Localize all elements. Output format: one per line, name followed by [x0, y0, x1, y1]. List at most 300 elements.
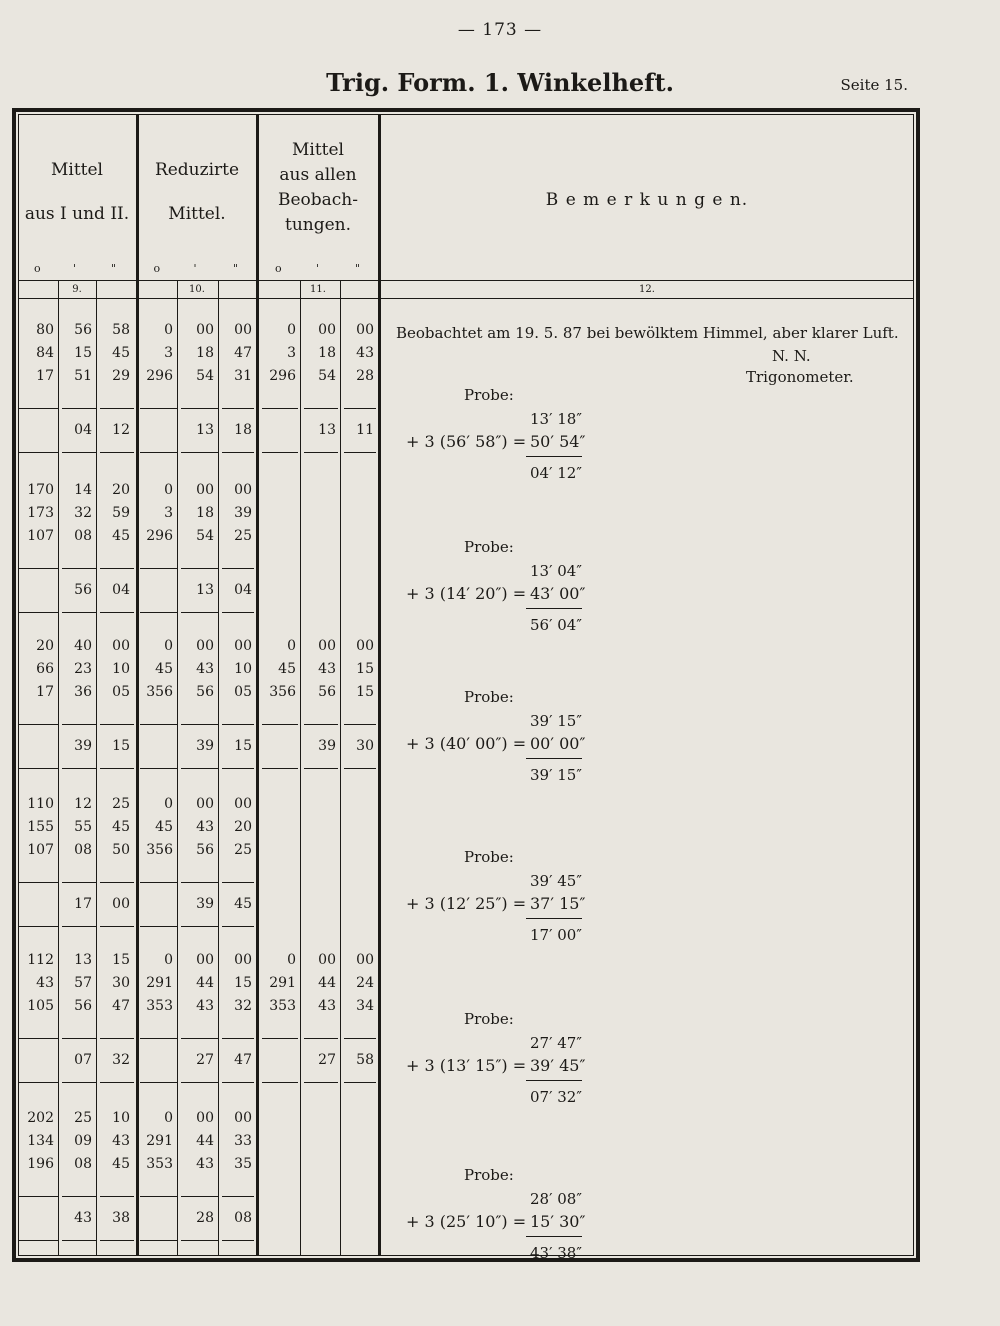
table-cell: 00 [356, 952, 374, 968]
table-cell: 15 [356, 661, 374, 677]
sum-rule [222, 1082, 254, 1083]
table-cell: 202 [27, 1110, 54, 1126]
probe-result: 17′ 00″ [530, 926, 582, 944]
table-cell: 56 [196, 842, 214, 858]
table-sum-cell: 13 [196, 422, 214, 438]
probe-mid-value: 50′ 54″ [530, 432, 586, 451]
table-cell: 105 [27, 998, 54, 1014]
sum-rule [18, 926, 58, 927]
table-cell: 00 [196, 322, 214, 338]
table-sum-cell: 04 [112, 582, 130, 598]
table-cell: 84 [36, 345, 54, 361]
table-cell: 08 [74, 528, 92, 544]
table-cell: 32 [234, 998, 252, 1014]
table-sum-cell: 39 [196, 738, 214, 754]
probe-rule [526, 456, 582, 457]
remark-initials: N. N. [772, 347, 811, 365]
table-sum-cell: 39 [196, 896, 214, 912]
sum-rule [344, 1082, 376, 1083]
sum-rule [62, 408, 96, 409]
table-sum-cell: 12 [112, 422, 130, 438]
table-sum-cell: 28 [196, 1210, 214, 1226]
table-cell: 00 [234, 638, 252, 654]
table-cell: 36 [74, 684, 92, 700]
table-cell: 17 [36, 368, 54, 384]
table-cell: 54 [196, 528, 214, 544]
table-cell: 00 [234, 796, 252, 812]
table-sum-cell: 32 [112, 1052, 130, 1068]
table-cell: 3 [287, 345, 296, 361]
table-sum-cell: 43 [74, 1210, 92, 1226]
header-col11-line: tungen. [284, 215, 352, 235]
sum-rule [304, 408, 338, 409]
sum-rule [344, 408, 376, 409]
sum-rule [62, 1082, 96, 1083]
table-cell: 56 [74, 322, 92, 338]
table-cell: 25 [234, 842, 252, 858]
probe-result: 07′ 32″ [530, 1088, 582, 1106]
table-sum-cell: 00 [112, 896, 130, 912]
table-cell: 47 [234, 345, 252, 361]
sum-rule [222, 612, 254, 613]
sum-rule [181, 1082, 218, 1083]
sum-rule [222, 568, 254, 569]
sum-rule [62, 724, 96, 725]
probe-top-value: 39′ 45″ [530, 872, 582, 890]
unit-c9: o [34, 262, 41, 275]
table-sum-cell: 13 [196, 582, 214, 598]
table-sum-cell: 47 [234, 1052, 252, 1068]
sum-rule [344, 1038, 376, 1039]
sum-rule [344, 724, 376, 725]
table-cell: 00 [318, 322, 336, 338]
table-cell: 0 [164, 796, 173, 812]
remark-observed: Beobachtet am 19. 5. 87 bei bewölktem Himmel, aber klarer Luft. [396, 324, 899, 342]
sum-rule [18, 724, 58, 725]
sum-rule [62, 612, 96, 613]
table-cell: 56 [74, 998, 92, 1014]
table-cell: 09 [74, 1133, 92, 1149]
table-cell: 43 [318, 998, 336, 1014]
sum-rule [100, 408, 134, 409]
sum-rule [100, 724, 134, 725]
table-cell: 291 [146, 975, 173, 991]
probe-formula: + 3 (13′ 15″) = [406, 1056, 527, 1075]
header-col9-line: Mittel [50, 160, 103, 180]
probe-label: Probe: [464, 386, 514, 404]
table-cell: 43 [196, 1156, 214, 1172]
table-sum-cell: 45 [234, 896, 252, 912]
table-cell: 43 [356, 345, 374, 361]
table-cell: 356 [146, 684, 173, 700]
table-cell: 20 [36, 638, 54, 654]
unit-c9: " [111, 262, 117, 275]
table-cell: 00 [234, 952, 252, 968]
table-cell: 25 [234, 528, 252, 544]
sum-rule [222, 1196, 254, 1197]
sum-rule [181, 1196, 218, 1197]
table-cell: 05 [234, 684, 252, 700]
probe-label: Probe: [464, 688, 514, 706]
sum-rule [140, 882, 177, 883]
table-cell: 13 [74, 952, 92, 968]
table-cell: 107 [27, 528, 54, 544]
table-cell: 45 [112, 1156, 130, 1172]
table-cell: 29 [112, 368, 130, 384]
table-sum-cell: 18 [234, 422, 252, 438]
table-sum-cell: 39 [318, 738, 336, 754]
table-sum-cell: 17 [74, 896, 92, 912]
table-cell: 15 [234, 975, 252, 991]
table-cell: 08 [74, 842, 92, 858]
table-cell: 08 [74, 1156, 92, 1172]
header-col9-line: aus I und II. [24, 204, 130, 224]
table-cell: 43 [318, 661, 336, 677]
table-cell: 51 [74, 368, 92, 384]
probe-formula: + 3 (14′ 20″) = [406, 584, 527, 603]
table-cell: 00 [356, 322, 374, 338]
table-cell: 3 [164, 345, 173, 361]
probe-top-value: 39′ 15″ [530, 712, 582, 730]
table-cell: 15 [356, 684, 374, 700]
header-col11-line: Beobach- [277, 190, 359, 210]
sum-rule [262, 724, 298, 725]
sum-rule [344, 452, 376, 453]
table-cell: 25 [112, 796, 130, 812]
table-cell: 3 [164, 505, 173, 521]
table-cell: 0 [164, 482, 173, 498]
table-cell: 356 [146, 842, 173, 858]
table-cell: 80 [36, 322, 54, 338]
sum-rule [140, 724, 177, 725]
table-cell: 66 [36, 661, 54, 677]
table-sum-cell: 30 [356, 738, 374, 754]
table-cell: 10 [112, 661, 130, 677]
table-cell: 00 [234, 482, 252, 498]
column-number: 10. [189, 284, 205, 295]
table-sum-cell: 27 [196, 1052, 214, 1068]
table-cell: 0 [287, 322, 296, 338]
sum-rule [140, 452, 177, 453]
table-cell: 43 [196, 661, 214, 677]
probe-mid-value: 39′ 45″ [530, 1056, 586, 1075]
table-cell: 00 [196, 1110, 214, 1126]
probe-formula: + 3 (56′ 58″) = [406, 432, 527, 451]
unit-c11: o [275, 262, 282, 275]
table-cell: 32 [74, 505, 92, 521]
probe-rule [526, 758, 582, 759]
table-cell: 15 [112, 952, 130, 968]
table-cell: 23 [74, 661, 92, 677]
unit-c10: o [153, 262, 161, 275]
sum-rule [140, 1082, 177, 1083]
table-cell: 35 [234, 1156, 252, 1172]
probe-mid-value: 43′ 00″ [530, 584, 586, 603]
sum-rule [100, 882, 134, 883]
table-cell: 45 [155, 819, 173, 835]
probe-mid-value: 37′ 15″ [530, 894, 586, 913]
table-cell: 00 [196, 952, 214, 968]
probe-mid-value: 00′ 00″ [530, 734, 586, 753]
sum-rule [18, 1082, 58, 1083]
sum-rule [62, 1196, 96, 1197]
header-divider [18, 298, 914, 299]
table-sum-cell: 13 [318, 422, 336, 438]
table-cell: 0 [287, 638, 296, 654]
probe-rule [526, 918, 582, 919]
table-cell: 0 [287, 952, 296, 968]
table-sum-cell: 04 [234, 582, 252, 598]
table-cell: 291 [146, 1133, 173, 1149]
table-cell: 43 [36, 975, 54, 991]
table-cell: 00 [356, 638, 374, 654]
unit-c10: ' [193, 262, 197, 275]
table-cell: 173 [27, 505, 54, 521]
sum-rule [100, 452, 134, 453]
table-cell: 10 [112, 1110, 130, 1126]
probe-label: Probe: [464, 1010, 514, 1028]
header-col11-line: aus allen [279, 165, 357, 185]
sum-rule [262, 452, 298, 453]
table-cell: 58 [112, 322, 130, 338]
sum-rule [18, 882, 58, 883]
sum-rule [304, 768, 338, 769]
sum-rule [222, 724, 254, 725]
sum-rule [62, 1240, 96, 1241]
sum-rule [62, 768, 96, 769]
table-cell: 356 [269, 684, 296, 700]
table-cell: 34 [356, 998, 374, 1014]
sum-rule [100, 612, 134, 613]
table-cell: 291 [269, 975, 296, 991]
sum-rule [100, 768, 134, 769]
table-cell: 54 [196, 368, 214, 384]
table-cell: 353 [269, 998, 296, 1014]
table-cell: 296 [269, 368, 296, 384]
sum-rule [222, 408, 254, 409]
table-cell: 112 [27, 952, 54, 968]
sum-rule [304, 1038, 338, 1039]
table-cell: 45 [155, 661, 173, 677]
sum-rule [100, 1196, 134, 1197]
sum-rule [181, 612, 218, 613]
probe-label: Probe: [464, 1166, 514, 1184]
probe-result: 04′ 12″ [530, 464, 582, 482]
table-cell: 17 [36, 684, 54, 700]
sum-rule [222, 926, 254, 927]
table-cell: 43 [196, 998, 214, 1014]
probe-label: Probe: [464, 848, 514, 866]
remark-role: Trigonometer. [746, 368, 854, 386]
probe-formula: + 3 (40′ 00″) = [406, 734, 527, 753]
table-cell: 57 [74, 975, 92, 991]
sum-rule [18, 452, 58, 453]
table-cell: 28 [356, 368, 374, 384]
sum-rule [222, 1038, 254, 1039]
table-sum-cell: 04 [74, 422, 92, 438]
probe-formula: + 3 (12′ 25″) = [406, 894, 527, 913]
table-cell: 45 [278, 661, 296, 677]
sum-rule [181, 768, 218, 769]
probe-result: 39′ 15″ [530, 766, 582, 784]
table-cell: 12 [74, 796, 92, 812]
sum-rule [222, 1240, 254, 1241]
table-cell: 15 [74, 345, 92, 361]
sum-rule [140, 408, 177, 409]
table-cell: 20 [234, 819, 252, 835]
table-sum-cell: 15 [234, 738, 252, 754]
sum-rule [62, 452, 96, 453]
sum-rule [18, 768, 58, 769]
page-seite: Seite 15. [840, 76, 908, 94]
sum-rule [181, 724, 218, 725]
table-cell: 110 [27, 796, 54, 812]
probe-top-value: 13′ 18″ [530, 410, 582, 428]
table-cell: 155 [27, 819, 54, 835]
probe-top-value: 27′ 47″ [530, 1034, 582, 1052]
page-title: Trig. Form. 1. Winkelheft. [326, 68, 674, 97]
table-cell: 0 [164, 638, 173, 654]
column-number: 12. [639, 284, 655, 295]
sum-rule [100, 568, 134, 569]
sum-rule [62, 1038, 96, 1039]
table-cell: 00 [318, 952, 336, 968]
table-cell: 00 [234, 322, 252, 338]
table-cell: 170 [27, 482, 54, 498]
sum-rule [140, 1038, 177, 1039]
table-cell: 43 [112, 1133, 130, 1149]
sum-rule [100, 1240, 134, 1241]
sum-rule [262, 768, 298, 769]
table-cell: 18 [196, 505, 214, 521]
table-cell: 55 [74, 819, 92, 835]
probe-mid-value: 15′ 30″ [530, 1212, 586, 1231]
sum-rule [181, 882, 218, 883]
page-number: — 173 — [457, 20, 543, 40]
table-cell: 14 [74, 482, 92, 498]
sum-rule [181, 1038, 218, 1039]
sum-rule [140, 612, 177, 613]
table-cell: 47 [112, 998, 130, 1014]
sum-rule [62, 568, 96, 569]
sum-rule [262, 1038, 298, 1039]
table-cell: 50 [112, 842, 130, 858]
probe-result: 56′ 04″ [530, 616, 582, 634]
sum-rule [262, 408, 298, 409]
header-col10-line: Mittel. [168, 204, 226, 224]
table-cell: 296 [146, 368, 173, 384]
sum-rule [100, 1038, 134, 1039]
column-number: 11. [310, 284, 326, 295]
table-cell: 43 [196, 819, 214, 835]
header-col10-line: Reduzirte [154, 160, 240, 180]
table-cell: 0 [164, 1110, 173, 1126]
table-cell: 31 [234, 368, 252, 384]
table-cell: 0 [164, 322, 173, 338]
header-divider [18, 280, 914, 281]
table-cell: 45 [112, 819, 130, 835]
table-sum-cell: 58 [356, 1052, 374, 1068]
table-cell: 00 [318, 638, 336, 654]
table-cell: 10 [234, 661, 252, 677]
table-cell: 45 [112, 345, 130, 361]
table-cell: 20 [112, 482, 130, 498]
header-col11-line: Mittel [291, 140, 344, 160]
sum-rule [18, 408, 58, 409]
table-cell: 24 [356, 975, 374, 991]
table-cell: 45 [112, 528, 130, 544]
table-cell: 25 [74, 1110, 92, 1126]
sum-rule [181, 926, 218, 927]
sum-rule [222, 882, 254, 883]
table-cell: 44 [318, 975, 336, 991]
table-cell: 00 [196, 482, 214, 498]
table-cell: 56 [196, 684, 214, 700]
sum-rule [140, 568, 177, 569]
sum-rule [100, 1082, 134, 1083]
probe-result: 43′ 38″ [530, 1244, 582, 1262]
sum-rule [181, 1240, 218, 1241]
table-cell: 00 [196, 796, 214, 812]
sum-rule [62, 882, 96, 883]
table-sum-cell: 07 [74, 1052, 92, 1068]
table-sum-cell: 15 [112, 738, 130, 754]
sum-rule [222, 768, 254, 769]
table-sum-cell: 27 [318, 1052, 336, 1068]
table-cell: 00 [234, 1110, 252, 1126]
column-number: 9. [72, 284, 82, 295]
sum-rule [181, 568, 218, 569]
table-sum-cell: 11 [356, 422, 374, 438]
table-sum-cell: 08 [234, 1210, 252, 1226]
sum-rule [262, 1082, 298, 1083]
table-cell: 40 [74, 638, 92, 654]
probe-label: Probe: [464, 538, 514, 556]
probe-formula: + 3 (25′ 10″) = [406, 1212, 527, 1231]
sum-rule [140, 926, 177, 927]
sum-rule [18, 568, 58, 569]
table-cell: 33 [234, 1133, 252, 1149]
sum-rule [18, 1038, 58, 1039]
sum-rule [304, 452, 338, 453]
table-cell: 56 [318, 684, 336, 700]
sum-rule [181, 408, 218, 409]
sum-rule [222, 452, 254, 453]
table-sum-cell: 39 [74, 738, 92, 754]
table-cell: 00 [196, 638, 214, 654]
sum-rule [304, 1082, 338, 1083]
unit-c11: " [355, 262, 361, 275]
table-cell: 59 [112, 505, 130, 521]
sum-rule [344, 768, 376, 769]
sum-rule [140, 768, 177, 769]
table-cell: 353 [146, 998, 173, 1014]
table-cell: 196 [27, 1156, 54, 1172]
table-cell: 44 [196, 1133, 214, 1149]
sum-rule [18, 1196, 58, 1197]
table-cell: 0 [164, 952, 173, 968]
table-cell: 30 [112, 975, 130, 991]
header-col12: B e m e r k u n g e n. [545, 190, 749, 210]
table-cell: 44 [196, 975, 214, 991]
sum-rule [62, 926, 96, 927]
table-cell: 18 [318, 345, 336, 361]
table-cell: 05 [112, 684, 130, 700]
table-cell: 107 [27, 842, 54, 858]
sum-rule [18, 1240, 58, 1241]
table-sum-cell: 56 [74, 582, 92, 598]
sum-rule [140, 1240, 177, 1241]
